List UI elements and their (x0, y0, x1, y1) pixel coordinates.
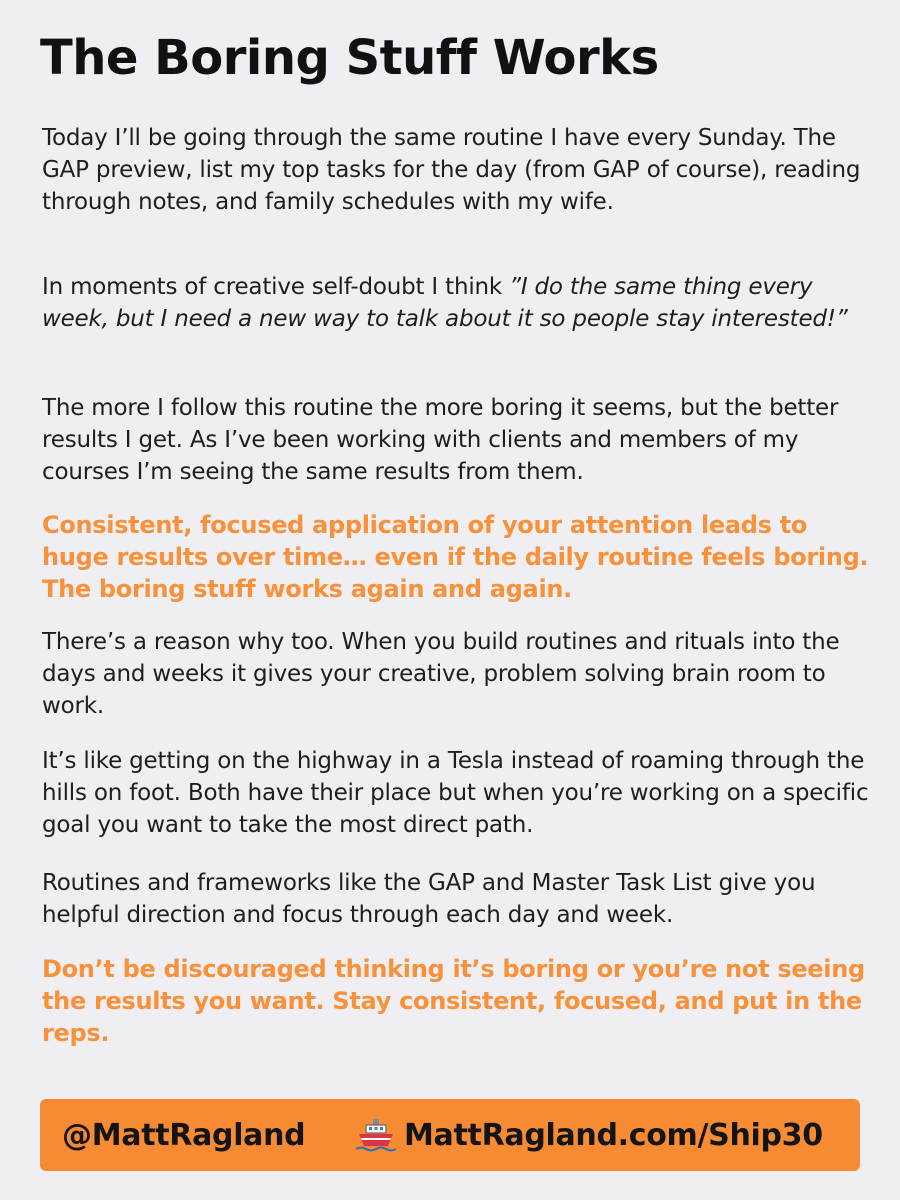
paragraph-frameworks: Routines and frameworks like the GAP and Master Task List give you helpful direction and focus through each day and week. (42, 870, 816, 928)
ship30-link[interactable] (356, 1118, 823, 1153)
highlight-dont-be-discouraged: Don’t be discouraged thinking it’s boring or you’re not seeing the results you want. Stay consistent, focused, and put in the reps. (42, 955, 865, 1047)
paragraph-self-doubt (42, 271, 872, 335)
paragraph-sunday-routine: Today I’ll be going through the same routine I have every Sunday. The GAP preview, list my top tasks for the day (from GAP of course), reading through notes, and family schedules with my wife. (42, 125, 861, 215)
paragraph-tesla-analogy: It’s like getting on the highway in a Tesla instead of roaming through the hills on foot. Both have their place but when you’re working on a specific goal you want to take the most direct path. (42, 748, 869, 838)
footer-banner (40, 1099, 860, 1171)
paragraph-boring-results: The more I follow this routine the more boring it seems, but the better results I get. As I’ve been working with clients and members of my courses I’m seeing the same results from them. (42, 395, 839, 485)
highlight-consistent-attention: Consistent, focused application of your attention leads to huge results over time… even if the daily routine feels boring. The boring stuff works again and again. (42, 511, 869, 603)
page-title: The Boring Stuff Works (40, 30, 659, 86)
paragraph-reason: There’s a reason why too. When you build routines and rituals into the days and weeks it gives your creative, problem solving brain room to work. (42, 629, 840, 719)
ship-icon (356, 1118, 396, 1152)
self-doubt-lead: In moments of creative self-doubt I think (42, 274, 510, 300)
ship30-url: MattRagland.com/Ship30 (404, 1117, 823, 1153)
self-doubt-quote: ”I do the same thing every week, but I need a new way to talk about it so people stay interested!” (42, 274, 848, 332)
twitter-handle[interactable]: @MattRagland (62, 1117, 306, 1153)
